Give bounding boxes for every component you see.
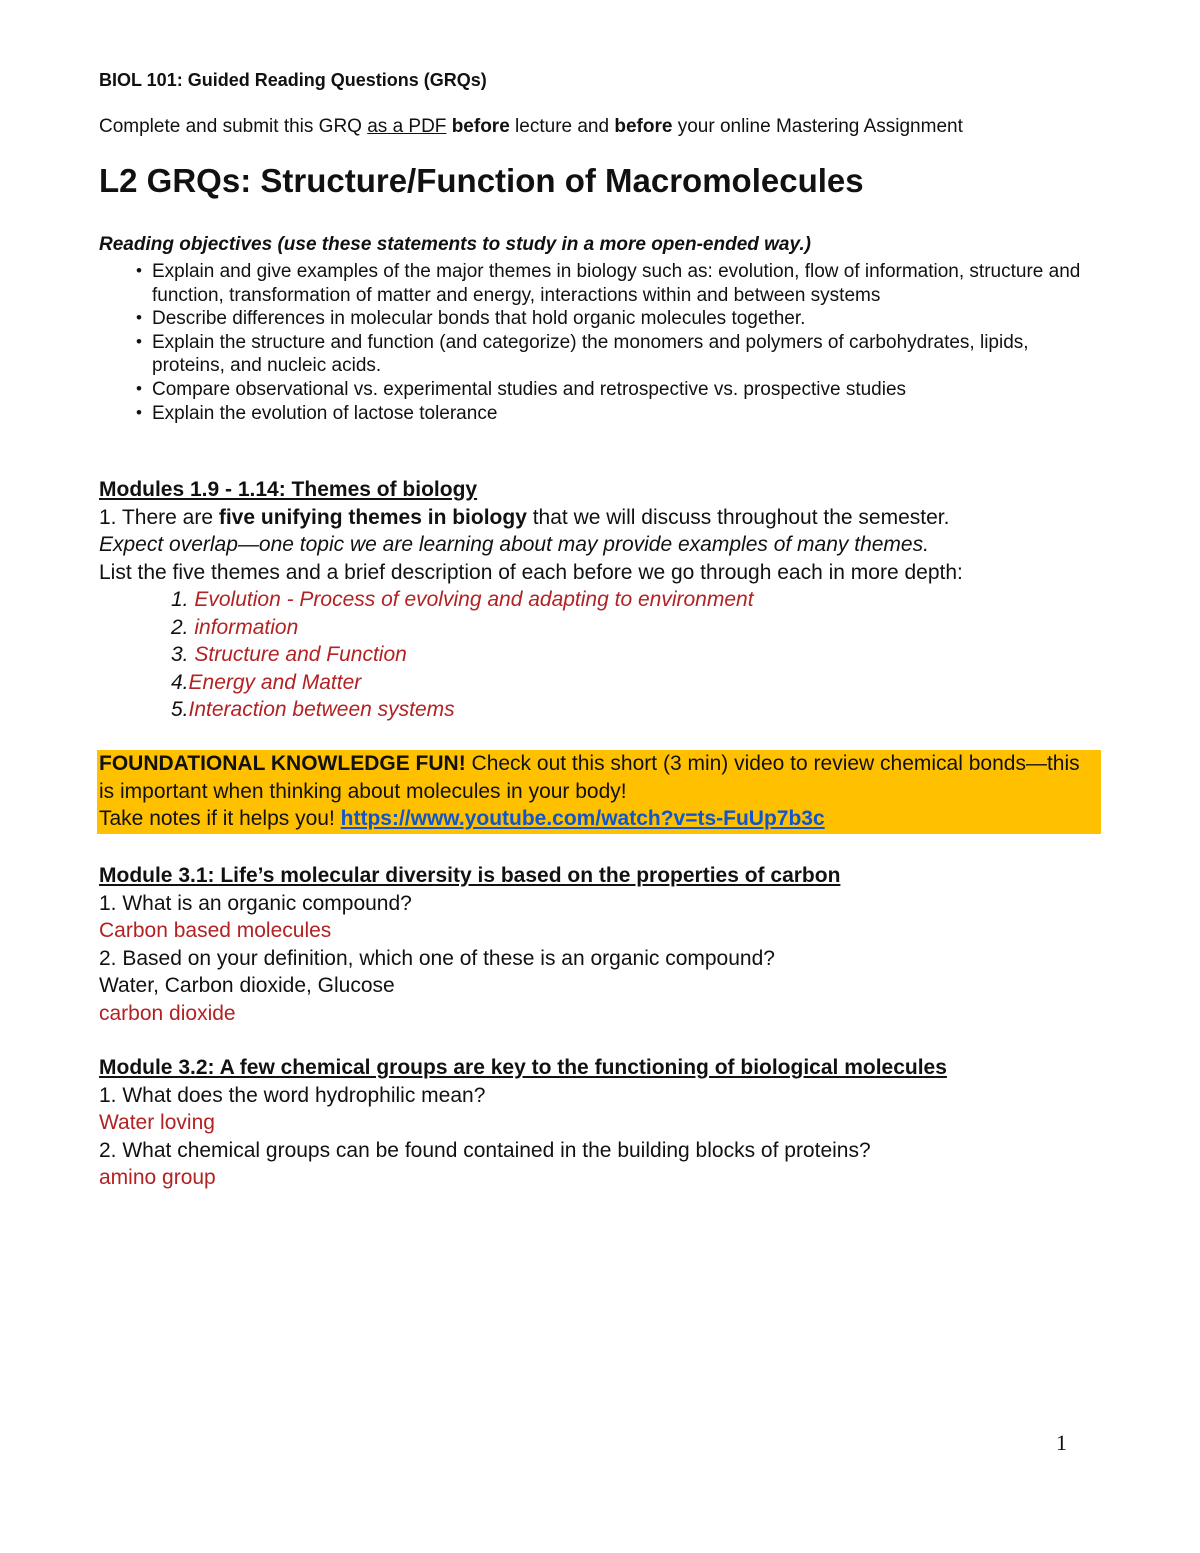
callout-text: Check out this short (3 min) video to review chemical bonds—this is important when thinking about molecules in your body!	[99, 752, 1080, 803]
section-heading: Modules 1.9 - 1.14: Themes of biology	[99, 478, 478, 501]
question-prompt: List the five themes and a brief description of each before we go through each in more depth:	[99, 560, 963, 584]
answer: carbon dioxide	[99, 1001, 236, 1025]
answer: Carbon based molecules	[99, 919, 332, 942]
answer-text: Energy and Matter	[188, 670, 362, 694]
video-link[interactable]: https://www.youtube.com/watch?v=ts-FuUp7b3c	[340, 807, 825, 830]
section-3-2	[99, 1054, 1109, 1192]
question: 1. What is an organic compound?	[99, 891, 412, 915]
submission-instructions	[99, 116, 963, 138]
question-text: 1. There are	[99, 505, 219, 529]
answer-number: 5.	[171, 698, 189, 721]
callout-text: Take notes if it helps you!	[99, 807, 341, 830]
objectives-list	[99, 260, 1099, 425]
answer-item	[99, 641, 1109, 669]
answer: amino group	[99, 1166, 216, 1189]
page-title: L2 GRQs: Structure/Function of Macromolecules	[99, 162, 864, 199]
instructions-text: Complete and submit this GRQ	[99, 116, 368, 137]
question-note: Expect overlap—one topic we are learning about may provide examples of many themes.	[99, 533, 929, 556]
objective-item: • Describe differences in molecular bonds that hold organic molecules together.	[99, 307, 1099, 331]
answer-number: 2.	[171, 615, 189, 639]
instructions-bold: before	[451, 116, 510, 137]
instructions-underlined: as a PDF	[367, 116, 447, 137]
answer-text: Structure and Function	[194, 643, 407, 666]
section-3-1	[99, 862, 1109, 1027]
section-heading: Module 3.1: Life’s molecular diversity is based on the properties of carbon	[99, 864, 841, 887]
objective-item: • Explain the evolution of lactose tolerance	[99, 402, 1099, 426]
answer-text: Evolution - Process of evolving and adapting to environment	[194, 588, 754, 611]
section-heading: Module 3.2: A few chemical groups are key to the functioning of biological molecules	[99, 1056, 947, 1079]
answer-text: Interaction between systems	[188, 698, 455, 721]
answer-text: information	[194, 615, 299, 639]
instructions-text: lecture and	[509, 116, 615, 137]
instructions-bold: before	[614, 116, 673, 137]
objective-item: • Compare observational vs. experimental studies and retrospective vs. prospective studies	[99, 378, 1099, 402]
answer-number: 3.	[171, 643, 189, 666]
instructions-text: your online Mastering Assignment	[672, 116, 963, 137]
answer-item	[99, 586, 1109, 614]
answer-item	[99, 696, 1109, 724]
question: 2. What chemical groups can be found contained in the building blocks of proteins?	[99, 1138, 871, 1162]
question: 1. What does the word hydrophilic mean?	[99, 1083, 486, 1107]
course-title: BIOL 101: Guided Reading Questions (GRQs)	[99, 70, 487, 90]
question	[99, 504, 1109, 532]
answer-number: 4.	[171, 670, 189, 694]
answer: Water loving	[99, 1111, 215, 1134]
question-bold: five unifying themes in biology	[218, 505, 527, 529]
page-number: 1	[1056, 1430, 1067, 1455]
foundational-knowledge-callout	[97, 750, 1101, 834]
objectives-heading: Reading objectives (use these statements to study in a more open-ended way.)	[99, 234, 811, 255]
section-themes	[99, 476, 1109, 724]
callout-label: FOUNDATIONAL KNOWLEDGE FUN!	[99, 752, 466, 775]
answer-item	[99, 669, 1109, 697]
answer-item	[99, 614, 1109, 642]
objective-item: • Explain the structure and function (and categorize) the monomers and polymers of carbohydrates, lipids, proteins, and nucleic acids.	[99, 331, 1099, 378]
question: 2. Based on your definition, which one of these is an organic compound?	[99, 946, 775, 970]
question-text: that we will discuss throughout the semester.	[526, 505, 950, 529]
objective-item: • Explain and give examples of the major themes in biology such as: evolution, flow of information, structure and function, transformation of matter and energy, interactions within and between systems	[99, 260, 1099, 307]
answer-number: 1.	[171, 588, 189, 611]
question-options: Water, Carbon dioxide, Glucose	[99, 974, 395, 997]
callout-line	[99, 805, 1099, 833]
